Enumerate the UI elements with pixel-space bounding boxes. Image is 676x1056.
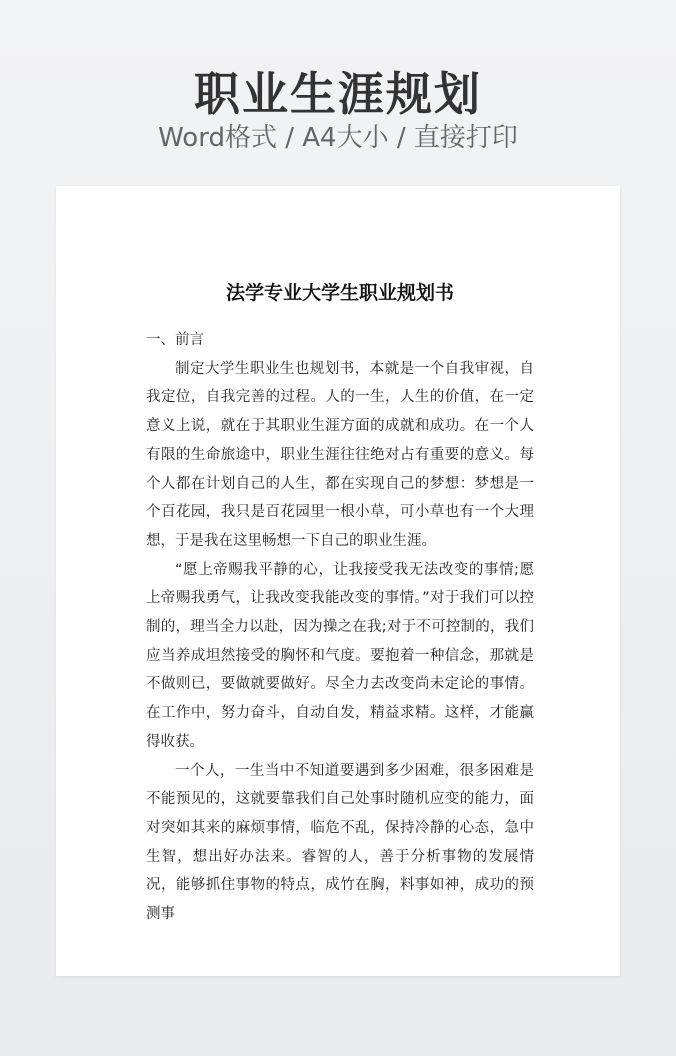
- paragraph: 一个人，一生当中不知道要遇到多少困难，很多困难是不能预见的，这就要靠我们自己处事时随机应变的能力，面对突如其来的麻烦事情，临危不乱，保持冷静的心态，急中生智，想出好办法来。睿智的人，善于分析事物的发展情况，能够抓住事物的特点，成竹在胸，料事如神，成功的预测事: [146, 762, 534, 923]
- paragraph: 制定大学生职业生也规划书，本就是一个自我审视，自我定位，自我完善的过程。人的一生，人生的价值，在一定意义上说，就在于其职业生涯方面的成就和成功。在一个人有限的生命旅途中，职业生涯往往绝对占有重要的意义。每个人都在计划自己的人生，都在实现自己的梦想：梦想是一个百花园，我只是百花园里一根小草，可小草也有一个大理想，于是我在这里畅想一下自己的职业生涯。: [146, 360, 534, 549]
- paragraph: “愿上帝赐我平静的心，让我接受我无法改变的事情;愿上帝赐我勇气，让我改变我能改变的事情。”对于我们可以控制的，理当全力以赴，因为操之在我;对于不可控制的，我们应当养成坦然接受的胸怀和气度。要抱着一种信念，那就是不做则已，要做就要做好。尽全力去改变尚未定论的事情。在工作中，努力奋斗，自动自发，精益求精。这样，才能赢得收获。: [146, 561, 534, 750]
- document-page: [56, 186, 620, 976]
- banner-title: 职业生涯规划: [194, 67, 482, 121]
- document-title: 法学专业大学生职业规划书: [225, 282, 454, 304]
- section-heading: 一、前言: [146, 332, 204, 348]
- banner-subtitle: Word格式 / A4大小 / 直接打印: [158, 123, 518, 153]
